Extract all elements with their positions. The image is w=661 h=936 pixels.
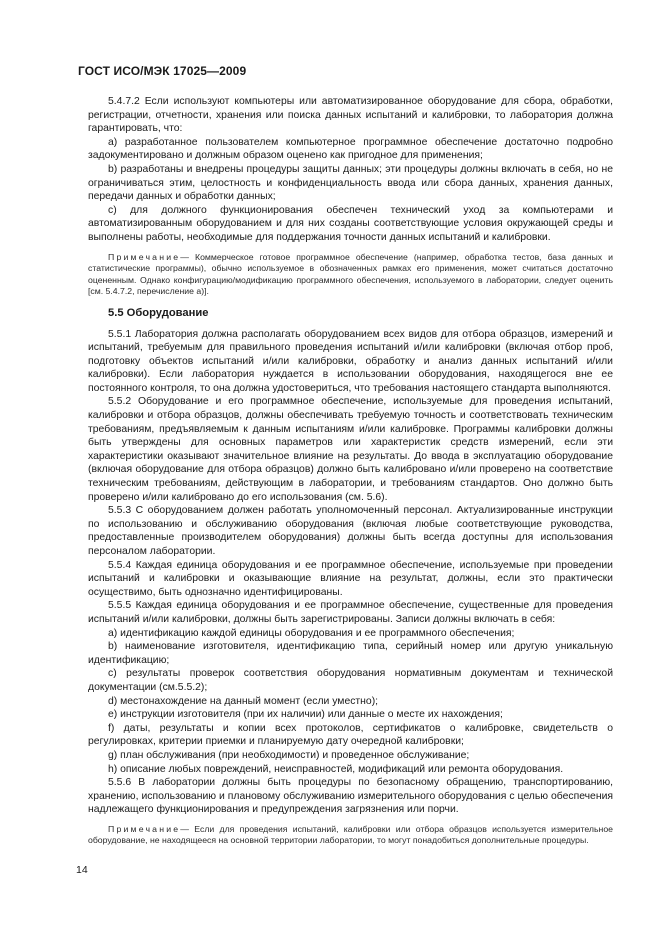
clause-5-5-3: 5.5.3 С оборудованием должен работать уполномоченный персонал. Актуализированные инструкции по использованию и обслуживанию оборудования (включая любые соответствующие руководства, предоставленные производителем оборудования) должны быть всегда доступны для использования персоналом лаборатории. [88,505,613,557]
spacer [88,245,613,252]
clause-5-4-7-2-item-b: b) разработаны и внедрены процедуры защиты данных; эти процедуры должны включать в себя, но не ограничиваться этим, целостность и конфиденциальность ввода или сбора данных, хранения данных, передачи данных и обработки данных; [88,163,613,203]
document-header: ГОСТ ИСО/МЭК 17025—2009 [78,64,247,78]
clause-5-5-1: 5.5.1 Лаборатория должна располагать оборудованием всех видов для отбора образцов, измерений и испытаний, требуемым для правильного проведения испытаний и/или калибровки (включая отбор проб, подготовку объектов испытаний и/или калибровки, обработку и анализ данных испытаний и/или калибровки). Если лаборатория нуждается в использовании оборудования, находящегося вне ее постоянного контроля, то она должна удостовериться, что требования настоящего стандарта выполняются. [88,328,613,394]
clause-5-5-5-item-b: b) наименование изготовителя, идентификацию типа, серийный номер или другую уникальную идентификацию; [88,641,613,666]
clause-5-5-5: 5.5.5 Каждая единица оборудования и ее программное обеспечение, существенные для проведения испытаний и/или калибровки, должны быть зарегистрированы. Записи должны включать в себя: [88,600,613,625]
clause-5-5-5-item-a: a) идентификацию каждой единицы оборудования и ее программного обеспечения; [108,627,515,639]
note-remote-equipment [88,824,613,847]
note-software-text: — Коммерческое готовое программное обеспечение (например, обработка тестов, база данных и статистические программы), обычно используемое в обозначенных рамках его применения, может считаться достаточно оцененным. Однако конфигурацию/модификацию программного обеспечения, используемого в лаборатории, следует оценить [см. 5.4.7.2, перечисление а)]. [88,251,613,297]
note-remote-equipment-text: — Если для проведения испытаний, калибровки или отбора образцов используется измерительное оборудование, не находящееся на основной территории лаборатории, то могут понадобиться дополнительные процедуры. [88,823,613,846]
document-body [88,95,613,847]
clause-5-4-7-2-item-a: a) разработанное пользователем компьютерное программное обеспечение достаточно подробно задокументировано и должным образом оценено как пригодное для применения; [88,136,613,162]
clause-5-5-4: 5.5.4 Каждая единица оборудования и ее программное обеспечение, используемые при проведении испытаний и калибровки и оказывающие влияние на результат, должны, если это практически осуществимо, быть однозначно идентифицированы. [88,559,613,598]
clause-5-5-5-item-c: c) результаты проверок соответствия оборудования нормативным документам и технической документации (см.5.5.2); [88,668,613,693]
spacer [88,817,613,824]
note-software-label: Примечание [108,251,181,262]
section-title-equipment: 5.5 Оборудование [108,306,209,319]
clause-5-5-5-item-g: g) план обслуживания (при необходимости) и проведенное обслуживание; [108,749,470,761]
clause-5-5-2: 5.5.2 Оборудование и его программное обеспечение, используемые для проведения испытаний, калибровки и отбора образцов, должны обеспечивать требуемую точность и соответствовать техническим требованиям, предъявляемым к данным испытаниям и/или калибровке. Программы калибровки должны быть утверждены для основных параметров или характеристик средств измерений, если эти характеристики оказывают значительное влияние на результаты. До ввода в эксплуатацию оборудование (включая оборудование для отбора образцов) должно быть калибровано и/или проверено на соответствие техническим требованиям, действующим в лаборатории, и требованиям стандартов. Оно должно быть проверено и/или калибровано до его использования (см. 5.6). [88,396,613,503]
clause-5-5-5-item-d: d) местонахождение на данный момент (если уместно); [108,695,379,707]
note-software [88,252,613,298]
page-number: 14 [76,864,88,876]
note-remote-equipment-label: Примечание [108,823,181,834]
spacer [88,298,613,307]
clause-5-5-5-item-e: e) инструкции изготовителя (при их наличии) или данные о месте их нахождения; [108,709,503,721]
clause-5-5-5-item-h: h) описание любых повреждений, неисправностей, модификаций или ремонта оборудования. [108,763,564,775]
spacer [88,321,613,328]
clause-5-4-7-2: 5.4.7.2 Если используют компьютеры или автоматизированное оборудование для сбора, обработки, регистрации, отчетности, хранения или поиска данных испытаний и калибровки, то лаборатория должна гарантировать, что: [88,96,613,135]
clause-5-5-5-item-f: f) даты, результаты и копии всех протоколов, сертификатов о калибровке, свидетельств о регулировках, критерии приемки и планируемую дату очередной калибровки; [88,722,613,748]
clause-5-5-6: 5.5.6 В лаборатории должны быть процедуры по безопасному обращению, транспортированию, хранению, использованию и плановому обслуживанию измерительного оборудования с целью обеспечения надлежащего функционирования и предупреждения загрязнения или порчи. [88,777,613,816]
clause-5-4-7-2-item-c: c) для должного функционирования обеспечен технический уход за компьютерами и автоматизированным оборудованием и для них созданы соответствующие условия окружающей среды и выполнены работы, необходимые для поддержания точности данных испытаний и калибровки. [88,204,613,243]
